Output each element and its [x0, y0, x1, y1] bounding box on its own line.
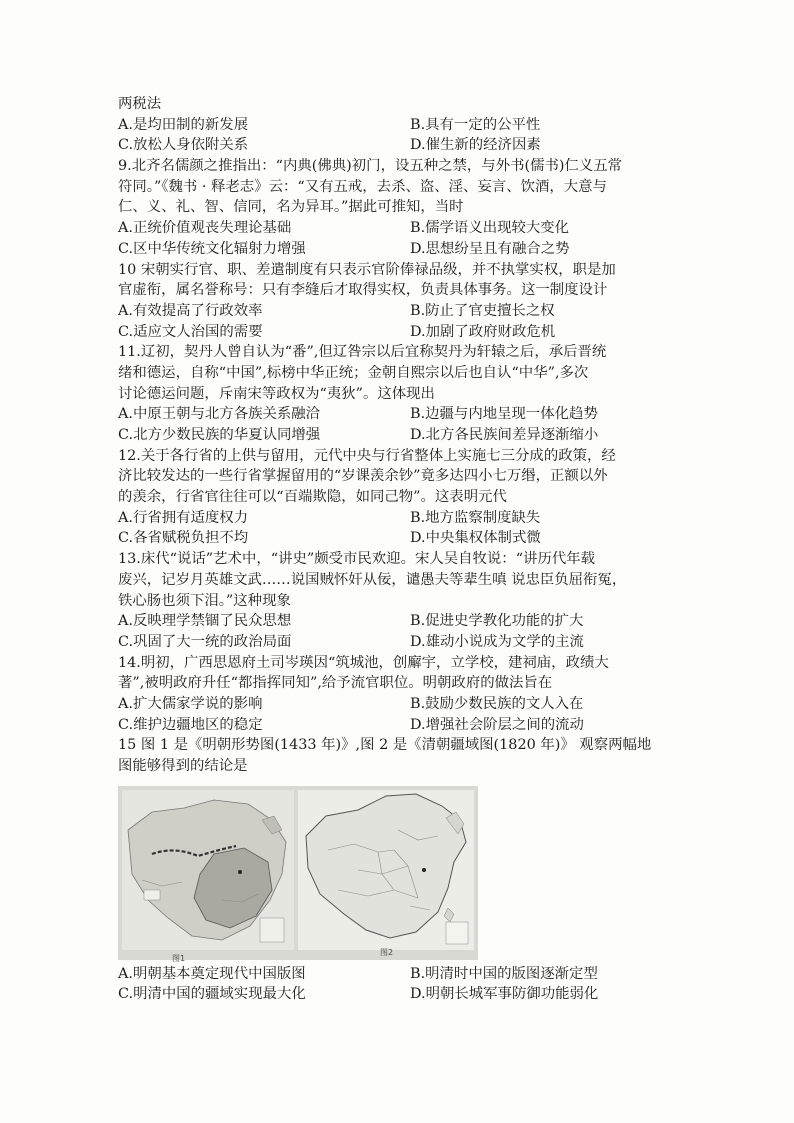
q15-options-row-1 — [118, 964, 678, 985]
q12-option-d: D.中央集权体制式微 — [410, 530, 541, 547]
q8-option-d: D.催生新的经济因素 — [410, 137, 541, 154]
q11-stem-line: 11.辽初，契丹人曾自认为“番”,但辽咎宗以后宜称契丹为轩辕之后，承后晋统 — [118, 344, 607, 361]
q14-option-c: C.维护边疆地区的稳定 — [118, 716, 263, 733]
q9-option-a: A.正统价值观丧失理论基础 — [118, 220, 292, 237]
question-11 — [118, 342, 678, 445]
map-figure — [118, 786, 478, 963]
q13-stem-line: 13.床代“说话”艺术中，“讲史”颇受市民欢迎。宋人吴自牧说：“讲历代年载 — [118, 551, 596, 568]
q14-options-row-2 — [118, 715, 678, 736]
question-13 — [118, 549, 678, 652]
q13-option-a: A.反映理学禁锢了民众思想 — [118, 613, 292, 630]
q13-options-row-1 — [118, 611, 678, 632]
q12-option-c: C.各省赋税负担不均 — [118, 530, 249, 547]
q9-option-d: D.思想纷呈且有融合之势 — [410, 240, 570, 257]
q13-option-b: B.促进史学教化功能的扩大 — [410, 613, 584, 630]
q12-options-row-2 — [118, 528, 678, 549]
q9-options-row-1 — [118, 218, 678, 239]
q11-stem-line: 绪和德运，自称“中国”,标榜中华正统；金朝自熙宗以后也自认“中华”,多次 — [118, 364, 589, 381]
q10-option-b: B.防止了官吏擅长之权 — [410, 302, 555, 319]
q11-options-row-2 — [118, 425, 678, 446]
q11-option-c: C.北方少数民族的华夏认同增强 — [118, 427, 321, 443]
q8-option-c: C.放松人身依附关系 — [118, 137, 249, 154]
figure-1-caption: 图1 — [172, 953, 186, 963]
q8-option-b: B.具有一定的公平性 — [410, 116, 541, 133]
q12-option-a: A.行省拥有适度权力 — [118, 509, 249, 526]
q11-option-d: D.北方各民族间差异逐渐缩小 — [410, 427, 599, 443]
q12-options-row-1 — [118, 508, 678, 529]
q10-stem-line: 10 宋朝实行官、职、差遣制度有只表示官阶俸禄品级，并不执掌实权，职是加 — [118, 261, 616, 278]
q13-option-d: D.雄动小说成为文学的主流 — [410, 633, 584, 650]
q9-stem-line: 仁、义、礼、智、信同，名为异耳。”据此可推知，当时 — [118, 199, 464, 216]
q8-options-row-2 — [118, 135, 678, 156]
q15-stem-line: 图能够得到的结论是 — [118, 758, 248, 774]
q11-option-b: B.边疆与内地呈现一体化趋势 — [410, 406, 598, 423]
q14-option-b: B.鼓励少数民族的文人入在 — [410, 695, 584, 712]
q13-option-c: C.巩固了大一统的政治局面 — [118, 633, 292, 650]
q15-option-d: D.明朝长城军事防御功能弱化 — [410, 986, 599, 1003]
q10-stem-line: 官虚衔，属名誉称号：只有李缝后才取得实权，负责具体事务。这一制度设计 — [118, 282, 608, 299]
q9-option-c: C.区中华传统文化辐射力增强 — [118, 240, 306, 257]
q9-stem-line: 符同。”《魏书 · 释老志》云：“又有五戒，去杀、盗、淫、妄言、饮酒，大意与 — [118, 178, 607, 195]
q14-options-row-1 — [118, 694, 678, 715]
q13-stem-line: 铁心肠也须下泪。”这种现象 — [118, 592, 291, 609]
ming-map-image — [122, 790, 294, 950]
q9-option-b: B.儒学语义出现较大变化 — [410, 220, 570, 237]
q11-stem-line: 讨论德运问题，斥南宋等政权为“夷狄”。这体现出 — [118, 385, 435, 402]
q12-option-b: B.地方监察制度缺失 — [410, 509, 541, 526]
exam-page — [118, 94, 678, 1005]
q14-stem-line: 著”,被明政府升任“都指挥同知”,给予流官职位。明朝政府的做法旨在 — [118, 675, 553, 692]
q13-options-row-2 — [118, 632, 678, 653]
q15-option-b: B.明清时中国的版图逐渐定型 — [410, 965, 598, 982]
question-10 — [118, 260, 678, 343]
q12-stem-line: 12.关于各行省的上供与留用，元代中央与行省整体上实施七三分成的政策，经 — [118, 447, 616, 464]
q10-options-row-1 — [118, 301, 678, 322]
q15-option-c: C.明清中国的疆域实现最大化 — [118, 986, 306, 1003]
q10-options-row-2 — [118, 322, 678, 343]
q10-option-a: A.有效提高了行政效率 — [118, 302, 263, 319]
q12-stem-line: 济比较发达的一些行省掌握留用的“岁课羡余钞”竟多达四小七万缗，正额以外 — [118, 468, 608, 485]
q9-stem-line: 9.北齐名儒颜之推指出：“内典(佛典)初门，设五种之禁，与外书(儒书)仁义五常 — [118, 158, 623, 175]
figure-2-caption: 图2 — [380, 947, 394, 957]
q10-option-c: C.适应文人治国的需要 — [118, 323, 263, 340]
q9-options-row-2 — [118, 239, 678, 260]
question-14 — [118, 653, 678, 736]
q8-options-row-1 — [118, 115, 678, 136]
q15-option-a: A.明朝基本奠定现代中国版图 — [118, 965, 306, 982]
q14-option-a: A.扩大儒家学说的影响 — [118, 695, 263, 712]
question-15 — [118, 735, 678, 1005]
q11-option-a: A.中原王朝与北方各族关系融洽 — [118, 406, 321, 423]
question-9 — [118, 156, 678, 259]
q14-option-d: D.增强社会阶层之间的流动 — [410, 716, 584, 733]
q8-option-a: A.是均田制的新发展 — [118, 116, 249, 133]
qing-map-image — [298, 790, 474, 950]
q10-option-d: D.加剧了政府财政危机 — [410, 323, 556, 340]
q15-options-row-2 — [118, 984, 678, 1005]
q13-stem-line: 废兴，记岁月英雄文武……说国贼怀奸从佞，谴愚夫等辈生嗔 说忠臣负屈衔冤， — [118, 571, 627, 588]
q12-stem-line: 的羡余，行省官往往可以“百端欺隐，如同己物”。这表明元代 — [118, 489, 507, 506]
q14-stem-line: 14.明初，广西思恩府土司岑瑛因“筑城池，创廨宇，立学校，建祠庙，政绩大 — [118, 654, 609, 671]
question-12 — [118, 446, 678, 549]
section-heading: 两税法 — [118, 96, 162, 112]
q15-stem-line: 15 图 1 是《明朝形势图(1433 年)》,图 2 是《清朝疆域图(1820 年)》 观察两幅地 — [118, 737, 652, 754]
q11-options-row-1 — [118, 404, 678, 425]
